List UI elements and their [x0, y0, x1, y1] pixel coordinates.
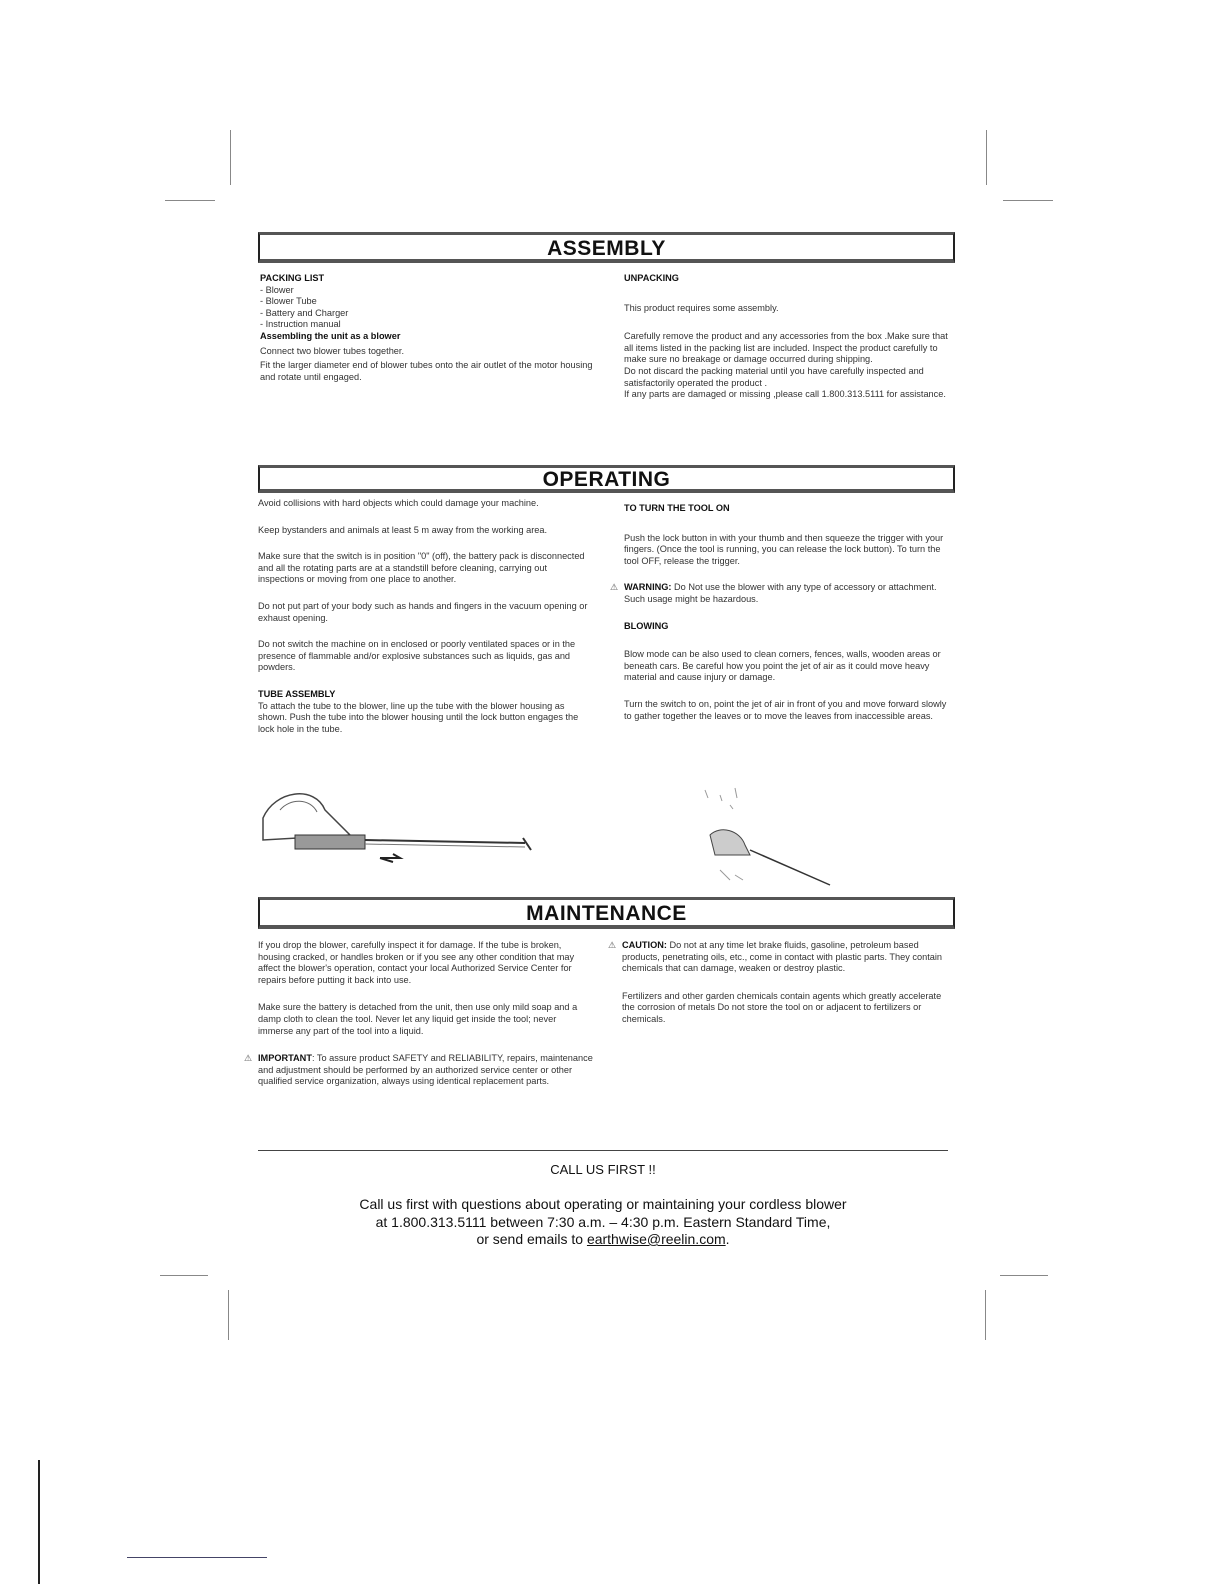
crop-mark [160, 1275, 208, 1276]
important-text: : To assure product SAFETY and RELIABILITY, repairs, maintenance and adjustment should be performed by an authorized service center or other qualified service organization, always using identical replacement parts. [258, 1053, 593, 1087]
crop-mark [985, 1290, 986, 1340]
operating-text: Do not switch the machine on in enclosed or poorly ventilated spaces or in the presence of flammable and/or explosive substances such as liquids, gas and powders. [258, 639, 576, 673]
important-label: IMPORTANT [258, 1053, 312, 1064]
tube-assembly-heading: TUBE ASSEMBLY [258, 688, 336, 699]
page-edge [127, 1557, 267, 1558]
unpacking-text: Do not discard the packing material until you have carefully inspected and satisfactorily operated the product . [624, 365, 924, 388]
packing-item: - Battery and Charger [260, 307, 349, 318]
packing-item: - Blower Tube [260, 296, 317, 307]
call-us-line: at 1.800.313.5111 between 7:30 a.m. – 4:30 p.m. Eastern Standard Time, [375, 1213, 831, 1230]
operating-text: Make sure that the switch is in position "0" (off), the battery pack is disconnected and all the rotating parts are at a standstill before cleaning, carrying out inspections or moving from one place to another. [258, 551, 585, 585]
operating-text: Do not put part of your body such as hands and fingers in the vacuum opening or exhaust opening. [258, 600, 588, 623]
operating-right-column [610, 503, 949, 733]
maintenance-text: Make sure the battery is detached from the unit, then use only mild soap and a damp cloth to clean the tool. Never let any liquid get inside the tool; never immerse any part of the tool into a liquid. [258, 1002, 578, 1036]
packing-item: - Blower [260, 284, 294, 295]
email-prefix: or send emails to [476, 1231, 587, 1247]
crop-mark [228, 1290, 229, 1340]
maintenance-text: If you drop the blower, carefully inspect it for damage. If the tube is broken, housing cracked, or handles broken or if you see any other condition that may affect the blower's operation, contact your local Authorized Service Center for repairs before putting it back into use. [258, 940, 575, 985]
section-header-assembly: ASSEMBLY [258, 232, 955, 263]
section-header-maintenance: MAINTENANCE [258, 897, 955, 929]
caution-text: Do not at any time let brake fluids, gasoline, petroleum based products, penetrating oils, etc., come in contact with plastic parts. They contain chemicals that can damage, weaken or destroy plastic. [622, 940, 943, 974]
packing-list-heading: PACKING LIST [260, 273, 325, 283]
tube-assembly-text: To attach the tube to the blower, line up the tube with the blower housing as shown. Push the tube into the blower housing until the lock button engages the lock hole in the tube. [258, 700, 579, 734]
warning-text: Do Not use the blower with any type of accessory or attachment. Such usage might be hazardous. [624, 582, 937, 604]
crop-mark [986, 130, 987, 185]
unpacking-text: This product requires some assembly. [624, 302, 779, 313]
packing-item: - Instruction manual [260, 319, 341, 330]
packing-list-column [260, 273, 600, 394]
blowing-text: Blow mode can be also used to clean corners, fences, walls, wooden areas or beneath cars. Be careful how you point the jet of air as it could move heavy material and cause injury or damage. [624, 649, 941, 683]
unpacking-heading: UNPACKING [624, 273, 679, 283]
assembling-text: Connect two blower tubes together. [260, 345, 405, 356]
call-us-text [0, 1196, 1206, 1249]
operating-text: Keep bystanders and animals at least 5 m away from the working area. [258, 524, 548, 535]
warning-icon: ⚠ [610, 582, 619, 593]
email-suffix: . [725, 1231, 730, 1247]
blowing-heading: BLOWING [624, 620, 669, 631]
turn-on-text: Push the lock button in with your thumb and then squeeze the trigger with your fingers. (Once the tool is running, you can release the lock button). To turn the tool OFF, release the trigger. [624, 532, 944, 566]
crop-mark [230, 130, 231, 185]
crop-mark [165, 200, 215, 201]
warning-note [610, 582, 949, 605]
crop-mark [1000, 1275, 1048, 1276]
page-edge [38, 1460, 40, 1584]
blowing-illustration [690, 780, 850, 895]
footer-divider [258, 1150, 948, 1151]
turn-on-heading: TO TURN THE TOOL ON [624, 503, 730, 513]
unpacking-text: If any parts are damaged or missing ,please call 1.800.313.5111 for assistance. [624, 389, 946, 400]
section-header-operating: OPERATING [258, 465, 955, 493]
warning-icon: ⚠ [244, 1053, 253, 1064]
call-us-title: CALL US FIRST !! [550, 1162, 656, 1177]
crop-mark [1003, 200, 1053, 201]
warning-label: WARNING: [624, 582, 672, 593]
important-note [244, 1053, 593, 1088]
maintenance-right-column [608, 940, 947, 1037]
call-us-line [0, 1231, 1206, 1249]
operating-text: Avoid collisions with hard objects which could damage your machine. [258, 498, 539, 508]
email-link[interactable]: earthwise@reelin.com [586, 1231, 726, 1247]
unpacking-text: Carefully remove the product and any accessories from the box .Make sure that all items listed in the packing list are included. Inspect the product carefully to make sure no breakage or damage occurred during shipping. [624, 331, 948, 365]
operating-left-column [258, 498, 593, 746]
tube-assembly-illustration [255, 780, 545, 870]
blowing-text: Turn the switch to on, point the jet of air in front of you and move forward slowly to gather together the leaves or to move the leaves from inaccessible areas. [624, 698, 947, 721]
assembling-heading: Assembling the unit as a blower [260, 330, 401, 341]
caution-label: CAUTION: [622, 940, 667, 950]
maintenance-left-column [244, 940, 593, 1099]
assembling-text: Fit the larger diameter end of blower tubes onto the air outlet of the motor housing and rotate until engaged. [260, 360, 593, 382]
fertilizer-text: Fertilizers and other garden chemicals contain agents which greatly accelerate the corrosion of metals Do not store the tool on or adjacent to fertilizers or chemicals. [622, 990, 942, 1024]
call-us-line: Call us first with questions about operating or maintaining your cordless blower [359, 1196, 847, 1212]
caution-note [608, 940, 947, 975]
warning-icon: ⚠ [608, 940, 617, 950]
unpacking-column [624, 273, 949, 401]
